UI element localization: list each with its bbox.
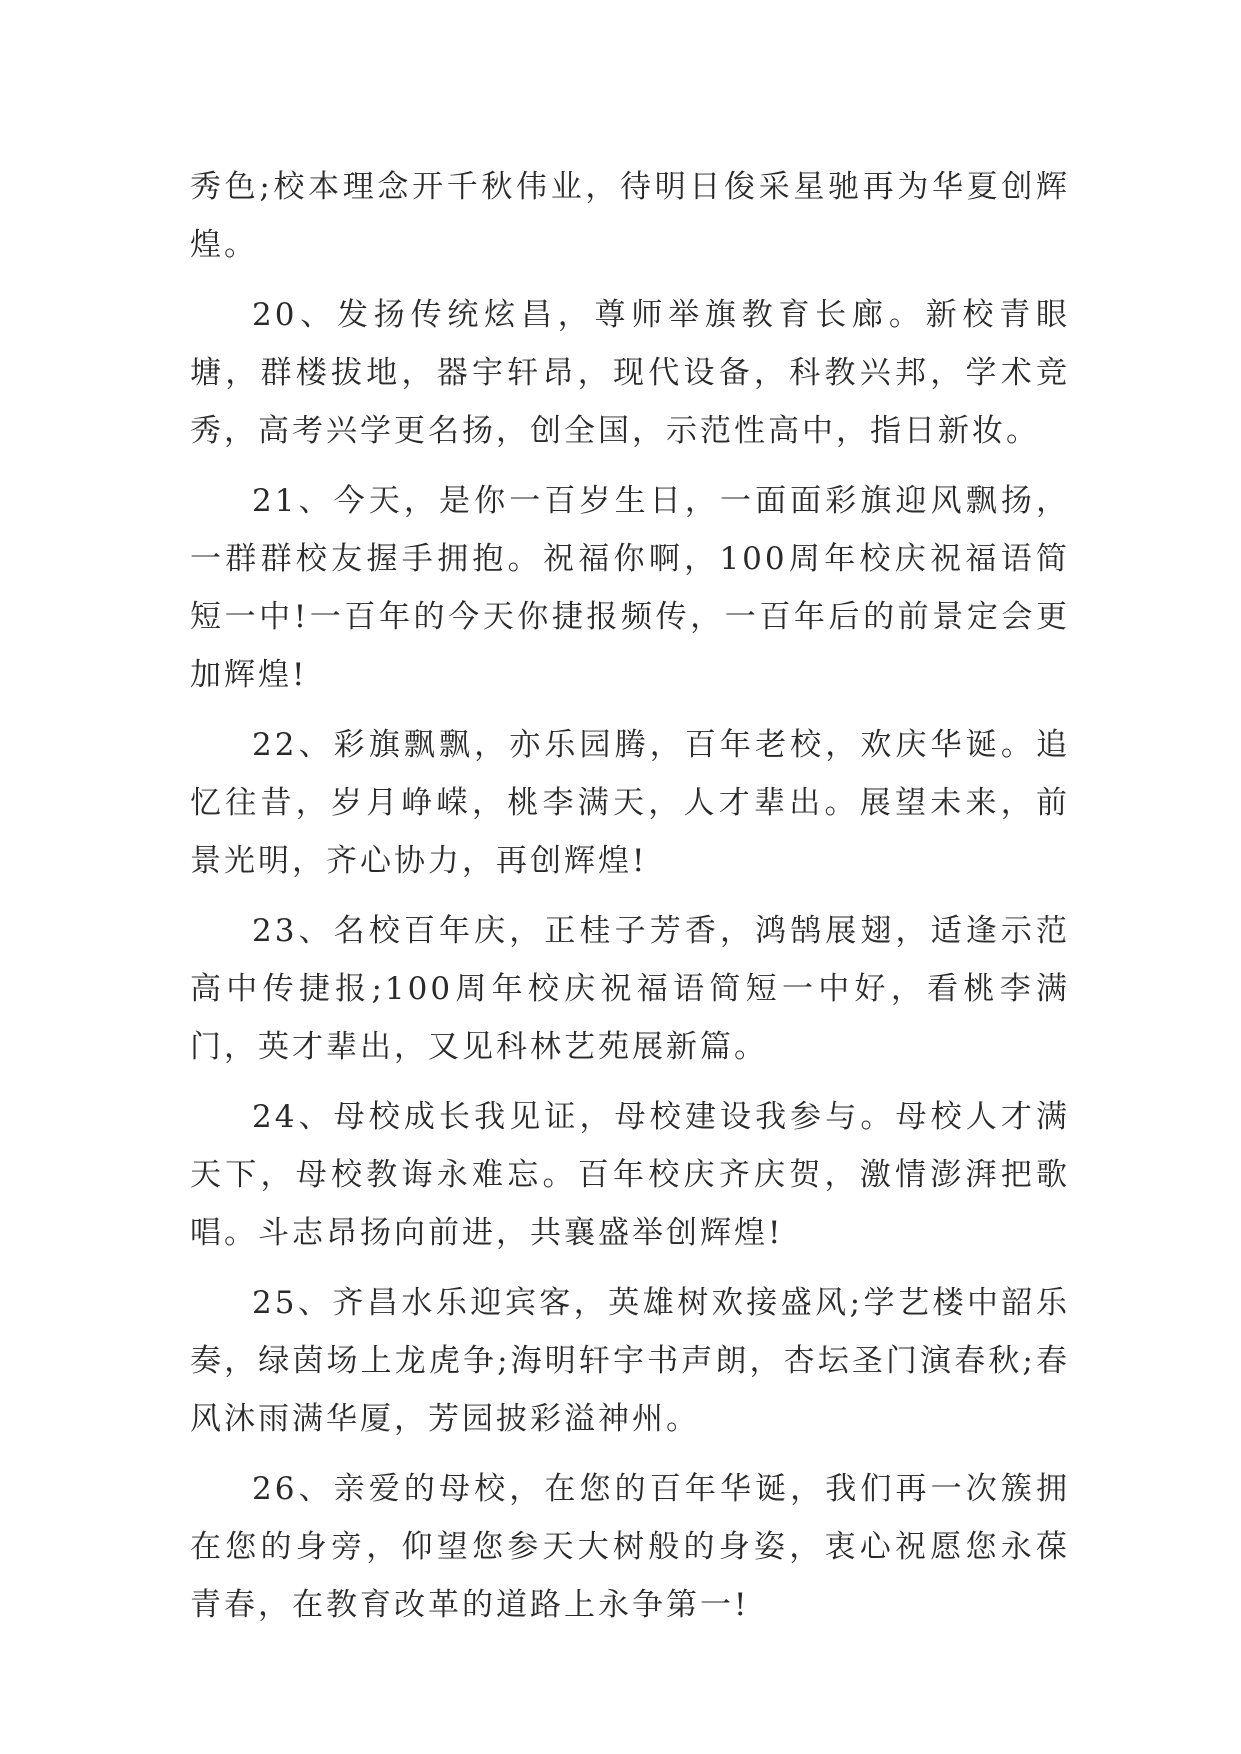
paragraph-item-20: 20、发扬传统炫昌，尊师举旗教育长廊。新校青眼塘，群楼拔地，器宇轩昂，现代设备，科教兴邦，学术竞秀，高考兴学更名扬，创全国，示范性高中，指日新妆。 (190, 297, 1070, 449)
paragraph-item-21: 21、今天，是你一百岁生日，一面面彩旗迎风飘扬，一群群校友握手拥抱。祝福你啊，100周年校庆祝福语简短一中!一百年的今天你捷报频传，一百年后的前景定会更加辉煌! (190, 483, 1070, 693)
paragraph-item-26: 26、亲爱的母校，在您的百年华诞，我们再一次簇拥在您的身旁，仰望您参天大树般的身姿，衷心祝愿您永葆青春，在教育改革的道路上永争第一! (190, 1471, 1070, 1623)
document-body (190, 158, 1070, 1646)
paragraph-item-23: 23、名校百年庆，正桂子芳香，鸿鹄展翅，适逢示范高中传捷报;100周年校庆祝福语简短一中好，看桃李满门，英才辈出，又见科林艺苑展新篇。 (190, 913, 1070, 1065)
paragraph-continuation: 秀色;校本理念开千秋伟业，待明日俊采星驰再为华夏创辉煌。 (190, 169, 1070, 263)
paragraph-item-25: 25、齐昌水乐迎宾客，英雄树欢接盛风;学艺楼中韶乐奏，绿茵场上龙虎争;海明轩宇书声朗，杏坛圣门演春秋;春风沐雨满华厦，芳园披彩溢神州。 (190, 1285, 1070, 1437)
paragraph-item-22: 22、彩旗飘飘，亦乐园腾，百年老校，欢庆华诞。追忆往昔，岁月峥嵘，桃李满天，人才辈出。展望未来，前景光明，齐心协力，再创辉煌! (190, 727, 1070, 879)
paragraph-item-24: 24、母校成长我见证，母校建设我参与。母校人才满天下，母校教诲永难忘。百年校庆齐庆贺，激情澎湃把歌唱。斗志昂扬向前进，共襄盛举创辉煌! (190, 1099, 1070, 1251)
